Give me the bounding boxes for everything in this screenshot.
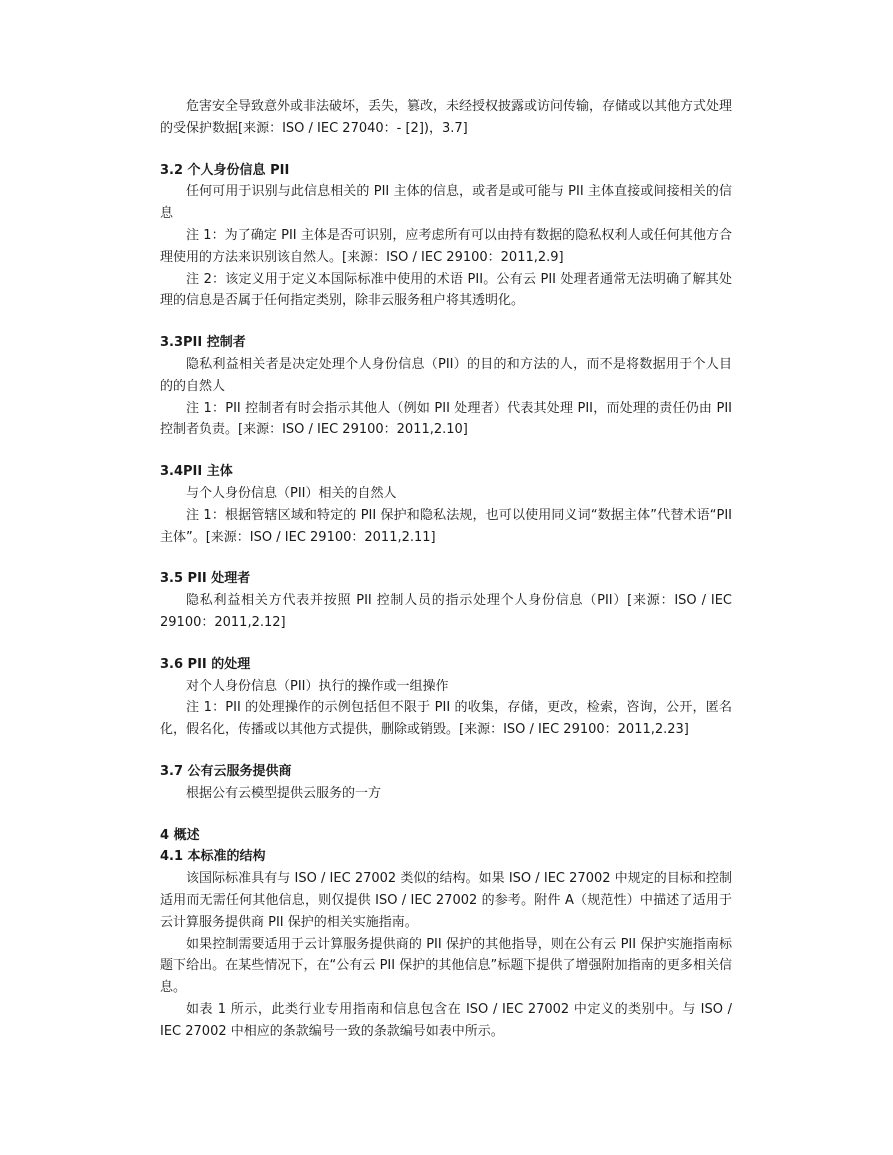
section-heading: 3.3PII 控制者 xyxy=(160,335,246,351)
paragraph: 危害安全导致意外或非法破坏，丢失，篡改，未经授权披露或访问传输，存储或以其他方式处理的受保护数据[来源：ISO / IEC 27040：- [2])，3.7] xyxy=(160,99,733,136)
document-page xyxy=(160,96,732,1042)
spacer xyxy=(160,441,732,461)
section-heading: 3.5 PII 处理者 xyxy=(160,571,251,587)
spacer xyxy=(160,548,732,568)
spacer xyxy=(160,140,732,160)
paragraph: 隐私利益相关方代表并按照 PII 控制人员的指示处理个人身份信息（PII）[来源：ISO / IEC 29100：2011,2.12] xyxy=(160,593,732,630)
section-heading: 3.7 公有云服务提供商 xyxy=(160,763,292,779)
chapter-heading: 4 概述 xyxy=(160,827,200,843)
paragraph: 任何可用于识别与此信息相关的 PII 主体的信息，或者是或可能与 PII 主体直接或间接相关的信息 xyxy=(160,184,732,222)
note-paragraph: 注 2：该定义用于定义本国际标准中使用的术语 PII。公有云 PII 处理者通常无法明确了解其处理的信息是否属于任何指定类别，除非云服务租户将其透明化。 xyxy=(160,271,732,309)
spacer xyxy=(160,312,732,332)
note-paragraph: 注 1：为了确定 PII 主体是否可识别，应考虑所有可以由持有数据的隐私权利人或任何其他方合理使用的方法来识别该自然人。[来源：ISO / IEC 29100：2011,2.9] xyxy=(160,227,732,265)
paragraph: 如果控制需要适用于云计算服务提供商的 PII 保护的其他指导，则在公有云 PII 保护实施指南标题下给出。在某些情况下，在“公有云 PII 保护的其他信息”标题下提供了增强附加指南的更多相关信息。 xyxy=(160,936,732,996)
note-paragraph: 注 1：根据管辖区域和特定的 PII 保护和隐私法规，也可以使用同义词“数据主体”代替术语“PII 主体”。[来源：ISO / IEC 29100：2011,2.11] xyxy=(160,507,732,545)
note-paragraph: 注 1：PII 控制者有时会指示其他人（例如 PII 处理者）代表其处理 PII，而处理的责任仍由 PII 控制者负责。[来源：ISO / IEC 29100：2011,2.10] xyxy=(160,400,732,438)
paragraph: 隐私利益相关者是决定处理个人身份信息（PII）的目的和方法的人，而不是将数据用于个人目的的自然人 xyxy=(160,356,732,394)
paragraph: 该国际标准具有与 ISO / IEC 27002 类似的结构。如果 ISO / IEC 27002 中规定的目标和控制适用而无需任何其他信息，则仅提供 ISO / IEC 27002 的参考。附件 A（规范性）中描述了适用于云计算服务提供商 PII 保护的相关实施指南。 xyxy=(160,871,732,930)
section-heading: 3.4PII 主体 xyxy=(160,464,233,480)
paragraph: 根据公有云模型提供云服务的一方 xyxy=(186,785,382,801)
paragraph: 对个人身份信息（PII）执行的操作或一组操作 xyxy=(186,678,449,694)
section-heading: 3.6 PII 的处理 xyxy=(160,656,251,672)
paragraph: 如表 1 所示，此类行业专用指南和信息包含在 ISO / IEC 27002 中定义的类别中。与 ISO / IEC 27002 中相应的条款编号一致的条款编号如表中所示。 xyxy=(160,1001,732,1039)
spacer xyxy=(160,634,732,654)
spacer xyxy=(160,805,732,825)
section-heading: 4.1 本标准的结构 xyxy=(160,849,266,865)
note-paragraph: 注 1：PII 的处理操作的示例包括但不限于 PII 的收集，存储，更改，检索，咨询，公开，匿名化，假名化，传播或以其他方式提供，删除或销毁。[来源：ISO / IEC 29100：2011,2.23] xyxy=(160,700,732,738)
paragraph: 与个人身份信息（PII）相关的自然人 xyxy=(186,485,397,501)
section-heading: 3.2 个人身份信息 PII xyxy=(160,162,290,178)
spacer xyxy=(160,741,732,761)
